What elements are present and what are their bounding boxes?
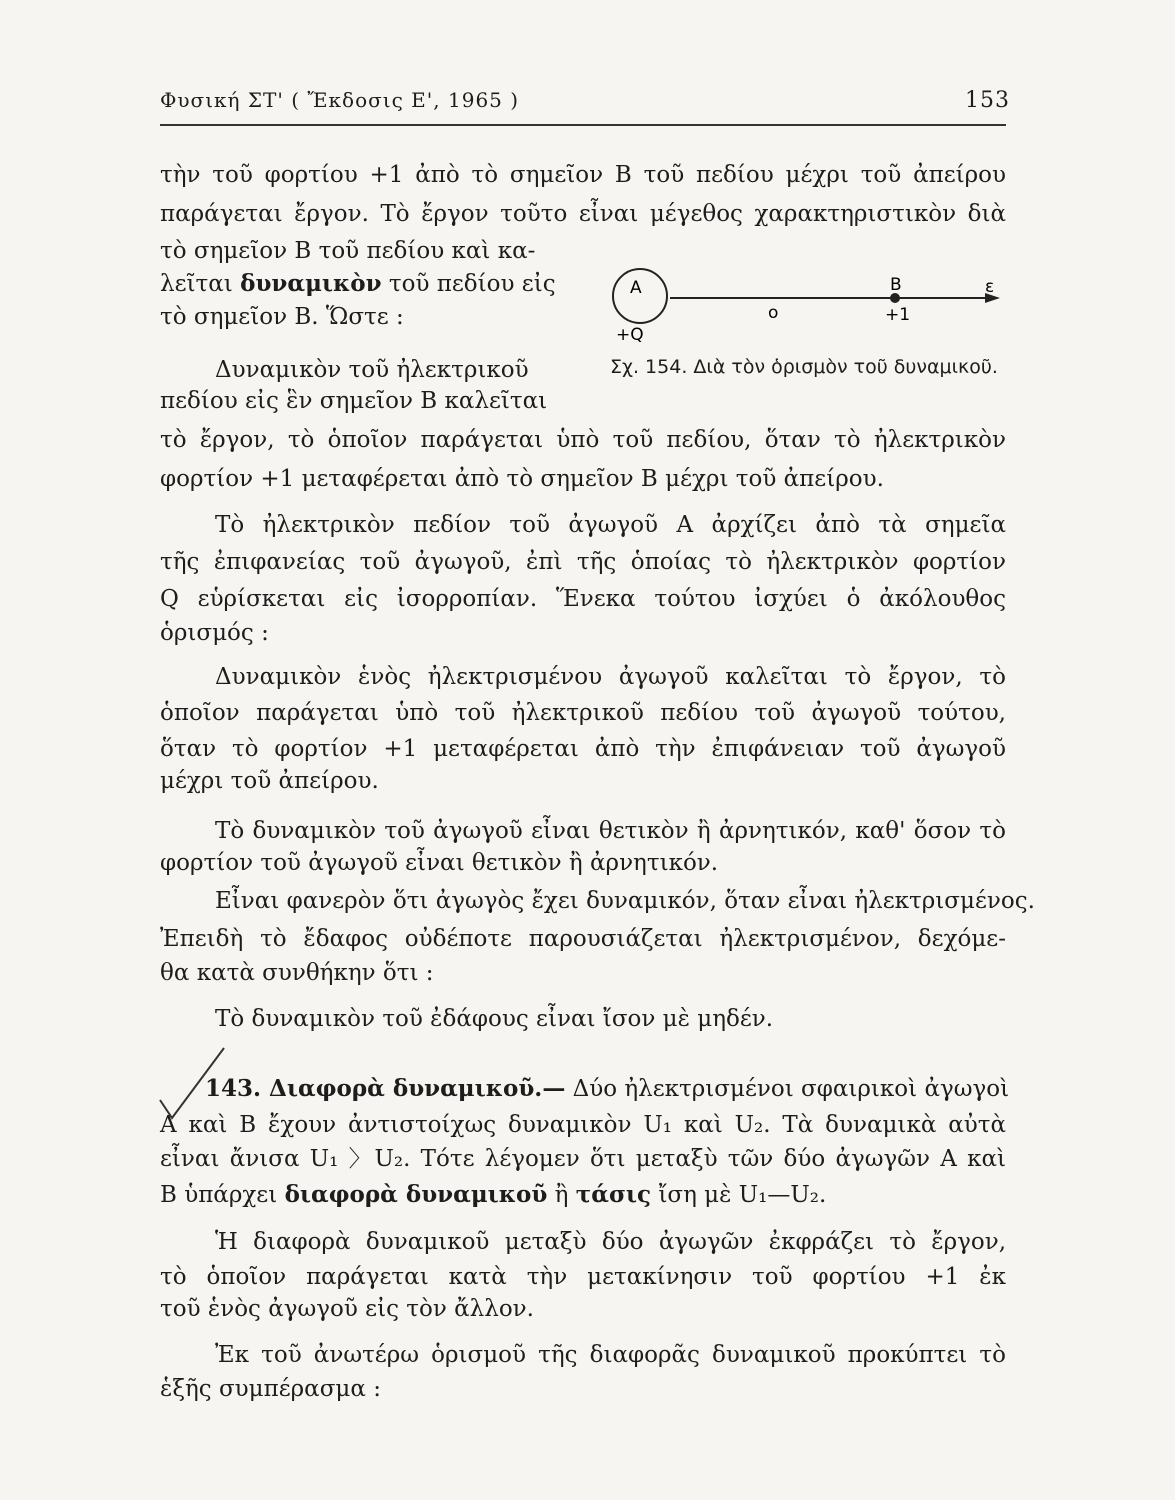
- text-line: Q εὑρίσκεται εἰς ἰσορροπίαν. Ἕνεκα τούτου ἰσχύει ὁ ἀκόλουθος: [160, 586, 1006, 612]
- text-span: Δύο ἠλεκτρισμένοι σφαιρικοὶ ἀγωγοὶ: [572, 1076, 1010, 1102]
- text-line: Ἐκ τοῦ ἀνωτέρω ὁρισμοῦ τῆς διαφορᾶς δυναμικοῦ προκύπτει τὸ: [215, 1342, 1006, 1368]
- text-line: [160, 269, 556, 299]
- text-line: τὸ ἔργον, τὸ ὁποῖον παράγεται ὑπὸ τοῦ πεδίου, ὅταν τὸ ἠλεκτρικὸν: [160, 427, 1006, 453]
- text-line: τὸ σημεῖον B. Ὥστε :: [160, 304, 404, 330]
- page-number: 153: [965, 88, 1010, 113]
- figure-154: [600, 268, 1010, 348]
- header-title: Φυσική ΣΤ' ( Ἔκδοσις Ε', 1965 ): [160, 88, 520, 112]
- text-line: ὅταν τὸ φορτίον +1 μεταφέρεται ἀπὸ τὴν ἐπιφάνειαν τοῦ ἀγωγοῦ: [160, 736, 1006, 762]
- text-line: Ἐπειδὴ τὸ ἔδαφος οὐδέποτε παρουσιάζεται ἠλεκτρισμένον, δεχόμε-: [160, 926, 1006, 952]
- text-line: εἶναι ἄνισα U₁ 〉U₂. Τότε λέγομεν ὅτι μεταξὺ τῶν δύο ἀγωγῶν A καὶ: [160, 1146, 1006, 1172]
- text-line: Τὸ ἠλεκτρικὸν πεδίον τοῦ ἀγωγοῦ A ἀρχίζει ἀπὸ τὰ σημεῖα: [215, 512, 1006, 538]
- text-line: τῆς ἐπιφανείας τοῦ ἀγωγοῦ, ἐπὶ τῆς ὁποίας τὸ ἠλεκτρικὸν φορτίον: [160, 549, 1006, 575]
- text-span: ἴση μὲ U₁—U₂.: [658, 1182, 827, 1208]
- text-line: παράγεται ἔργον. Τὸ ἔργον τοῦτο εἶναι μέγεθος χαρακτηριστικὸν διὰ: [160, 201, 1006, 227]
- text-line: πεδίου εἰς ἓν σημεῖον B καλεῖται: [160, 388, 548, 414]
- text-line: Εἶναι φανερὸν ὅτι ἀγωγὸς ἔχει δυναμικόν, ὅταν εἶναι ἠλεκτρισμένος.: [215, 888, 1035, 914]
- figure-drawing: [600, 268, 1010, 348]
- text-line: A καὶ B ἔχουν ἀντιστοίχως δυναμικὸν U₁ καὶ U₂. Τὰ δυναμικὰ αὐτὰ: [160, 1112, 1006, 1138]
- label-b: B: [890, 275, 902, 295]
- figure-caption: Σχ. 154. Διὰ τὸν ὁρισμὸν τοῦ δυναμικοῦ.: [610, 356, 998, 378]
- header-rule: [160, 124, 1006, 126]
- text-line: φορτίον τοῦ ἀγωγοῦ εἶναι θετικὸν ἢ ἀρνητικόν.: [160, 850, 719, 876]
- running-header: [160, 88, 1010, 122]
- text-line: τὴν τοῦ φορτίου +1 ἀπὸ τὸ σημεῖον B τοῦ πεδίου μέχρι τοῦ ἀπείρου: [160, 162, 1006, 188]
- text-line: [160, 1180, 826, 1210]
- bold-term: διαφορὰ δυναμικοῦ: [284, 1181, 548, 1208]
- bold-term: τάσις: [575, 1181, 652, 1208]
- text-span: B ὑπάρχει: [160, 1182, 278, 1208]
- label-field: ε: [985, 277, 995, 297]
- text-line: Ἡ διαφορὰ δυναμικοῦ μεταξὺ δύο ἀγωγῶν ἐκφράζει τὸ ἔργον,: [215, 1229, 1006, 1255]
- text-line: Δυναμικὸν τοῦ ἠλεκτρικοῦ: [215, 357, 529, 383]
- text-span: λεῖται: [160, 271, 233, 297]
- text-line: μέχρι τοῦ ἀπείρου.: [160, 768, 379, 794]
- label-small: o: [768, 303, 779, 323]
- bold-term: δυναμικὸν: [240, 270, 382, 297]
- text-line: τὸ σημεῖον B τοῦ πεδίου καὶ κα-: [160, 238, 536, 264]
- text-line: θα κατὰ συνθήκην ὅτι :: [160, 960, 434, 986]
- text-line: τοῦ ἑνὸς ἀγωγοῦ εἰς τὸν ἄλλον.: [160, 1296, 534, 1322]
- label-charge: +Q: [616, 325, 644, 345]
- text-line: τὸ ὁποῖον παράγεται κατὰ τὴν μετακίνησιν τοῦ φορτίου +1 ἐκ: [160, 1264, 1006, 1290]
- text-line: Τὸ δυναμικὸν τοῦ ἐδάφους εἶναι ἴσον μὲ μηδέν.: [215, 1006, 774, 1032]
- text-line: φορτίον +1 μεταφέρεται ἀπὸ τὸ σημεῖον B μέχρι τοῦ ἀπείρου.: [160, 466, 884, 492]
- section-heading-line: [205, 1074, 1010, 1104]
- text-line: ὁρισμός :: [160, 620, 269, 646]
- text-span: ἢ: [554, 1182, 569, 1208]
- text-line: ὁποῖον παράγεται ὑπὸ τοῦ ἠλεκτρικοῦ πεδίου τοῦ ἀγωγοῦ τούτου,: [160, 700, 1006, 726]
- section-heading: 143. Διαφορὰ δυναμικοῦ.—: [205, 1075, 566, 1102]
- text-line: ἑξῆς συμπέρασμα :: [160, 1376, 381, 1402]
- label-a: A: [630, 278, 642, 298]
- text-line: Δυναμικὸν ἑνὸς ἠλεκτρισμένου ἀγωγοῦ καλεῖται τὸ ἔργον, τὸ: [215, 664, 1006, 690]
- text-line: Τὸ δυναμικὸν τοῦ ἀγωγοῦ εἶναι θετικὸν ἢ ἀρνητικόν, καθ' ὅσον τὸ: [215, 818, 1006, 844]
- text-span: τοῦ πεδίου εἰς: [388, 271, 556, 297]
- label-plus1: +1: [885, 305, 911, 325]
